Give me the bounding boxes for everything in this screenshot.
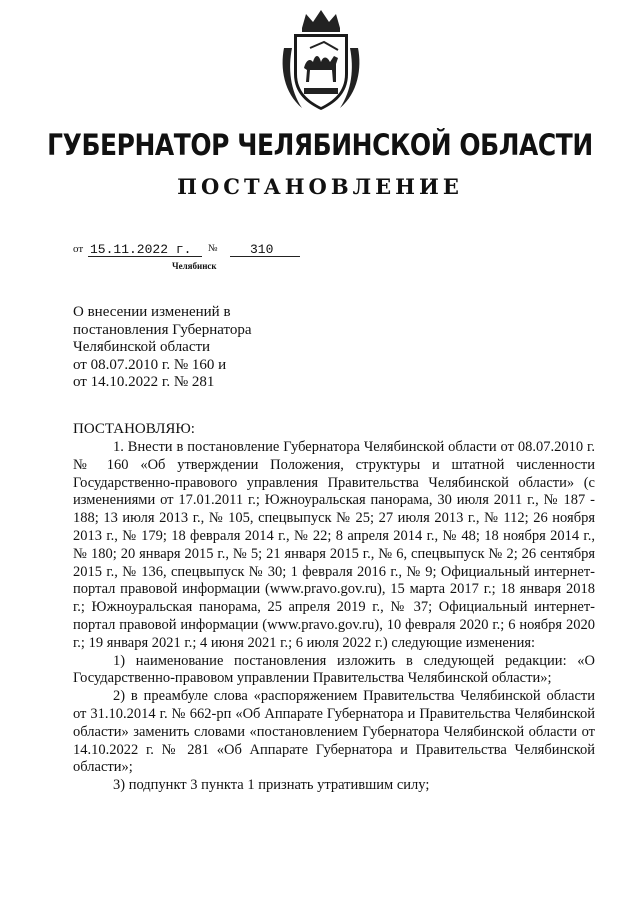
heading-line: О внесении изменений в — [73, 304, 231, 320]
paragraph: 1. Внести в постановление Губернатора Челябинской области от 08.07.2010 г. № 160 «Об утверждении Положения, структуры и штатной численности Государственно-правового управления Правительства Челябинской области» (с изменениями от 17.01.2011 г.; Южноуральская панорама, 30 июля 2011 г., № 187 - 188; 13 июля 2013 г., № 105, спецвыпуск № 25; 27 июля 2013 г., № 112; 26 ноября 2013 г., № 179; 18 февраля 2014 г., № 22; 8 апреля 2014 г., № 48; 18 ноября 2014 г., № 180; 20 января 2015 г., № 5; 21 января 2015 г., № 6, спецвыпуск № 2; 26 сентября 2015 г., № 136, спецвыпуск № 30; 1 февраля 2016 г., № 9; Официальный интернет-портал правовой информации (www.pravo.gov.ru), 15 марта 2017 г.; 18 января 2018 г.; Южноуральская панорама, 25 апреля 2019 г., № 37; Официальный интернет-портал правовой информации (www.pravo.gov.ru), 10 февраля 2020 г.; 6 ноября 2020 г.; 19 января 2021 г.; 4 июня 2021 г.; 6 июля 2022 г.) следующие изменения: — [73, 439, 595, 651]
document-body — [73, 439, 595, 795]
heading-line: от 08.07.2010 г. № 160 и — [73, 356, 227, 373]
coat-of-arms-emblem — [280, 8, 362, 114]
document-heading — [73, 304, 266, 392]
date-prefix: от — [73, 243, 84, 255]
document-type: ПОСТАНОВЛЕНИЕ — [177, 174, 463, 199]
number-label: № — [208, 243, 218, 254]
heading-line: Челябинской области — [73, 339, 211, 356]
paragraph: 1) наименование постановления изложить в следующей редакции: «О Государственно-правовом управлении Правительства Челябинской области»; — [73, 652, 595, 687]
paragraph: 3) подпункт 3 пункта 1 признать утратившим силу; — [113, 777, 430, 794]
paragraph: 2) в преамбуле слова «распоряжением Правительства Челябинской области от 31.10.2014 г. № 662-рп «Об Аппарате Губернатора и Правительства Челябинской области» заменить словами «постановлением Губернатора Челябинской области от 14.10.2022 г. № 281 «Об Аппарате Губернатора и Правительства Челябинской области»; — [73, 688, 595, 776]
document-title: ГУБЕРНАТОР ЧЕЛЯБИНСКОЙ ОБЛАСТИ — [47, 128, 593, 162]
heading-line: постановления Губернатора — [73, 321, 252, 338]
heading-line: от 14.10.2022 г. № 281 — [73, 374, 215, 391]
document-place: Челябинск — [172, 261, 217, 271]
decree-word: ПОСТАНОВЛЯЮ: — [73, 421, 195, 437]
document-number: 310 — [230, 243, 300, 257]
document-date: 15.11.2022 г. — [88, 243, 202, 257]
